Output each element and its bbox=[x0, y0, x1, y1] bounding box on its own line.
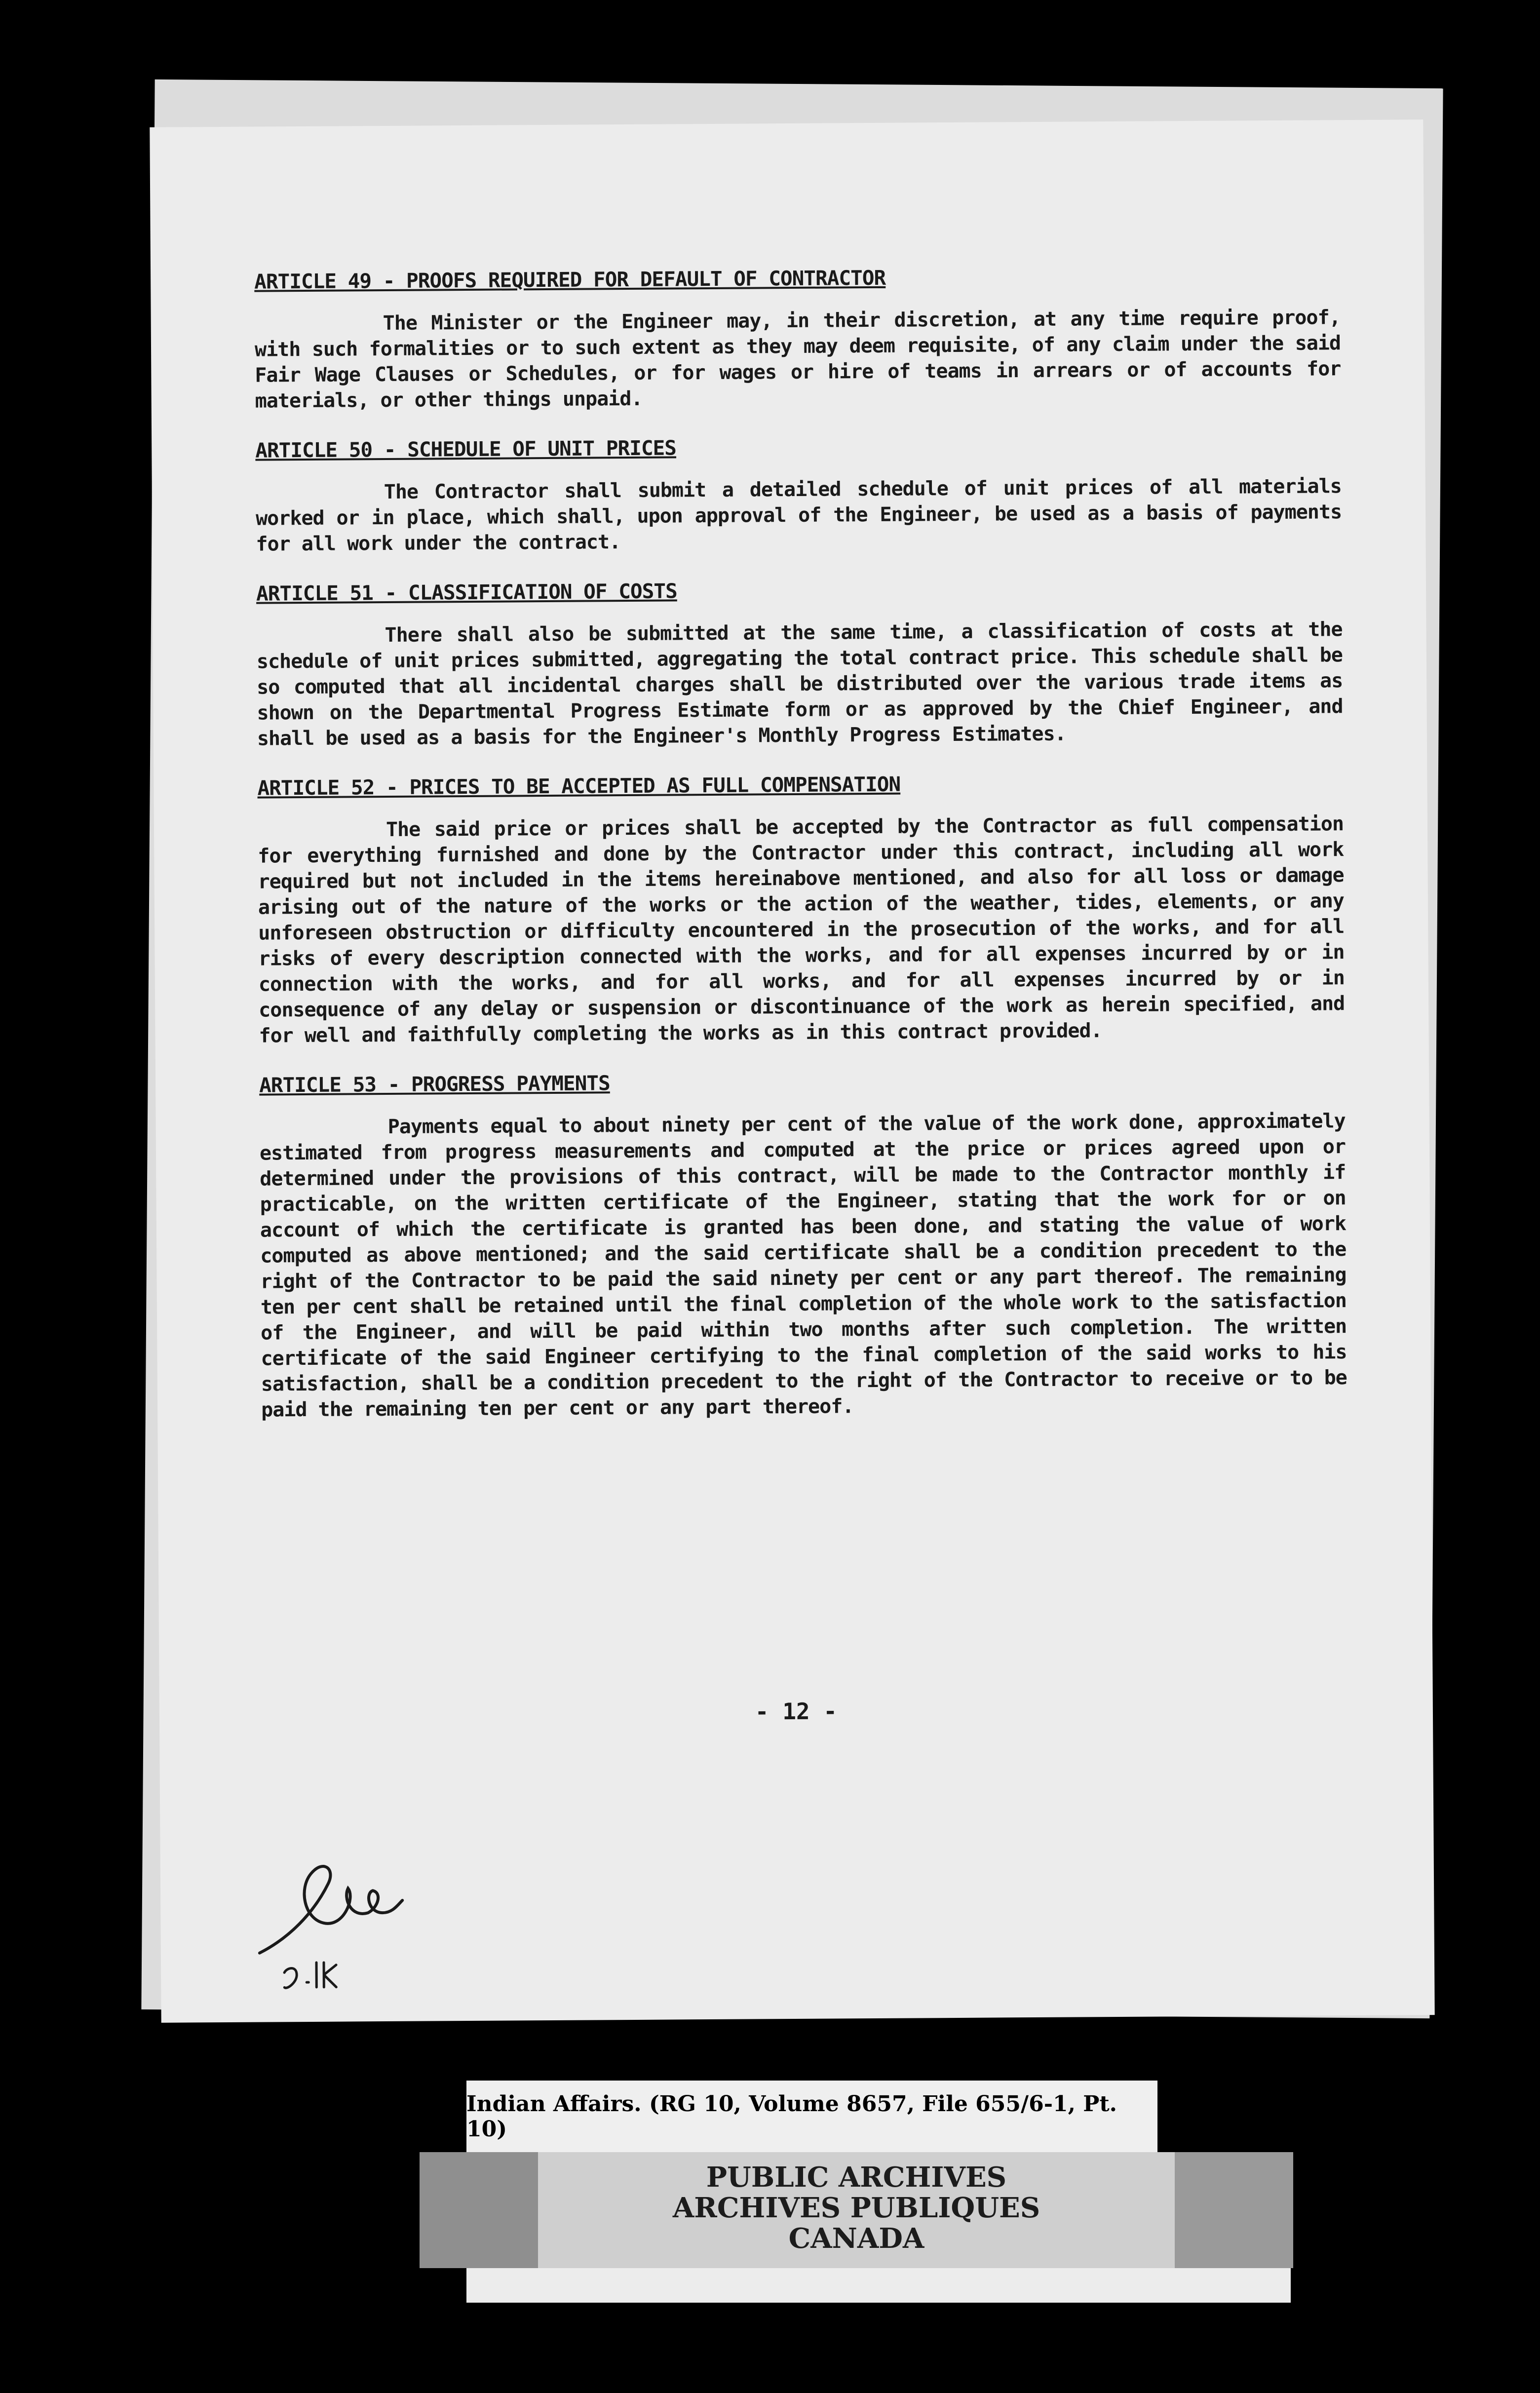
label-bottom-strip bbox=[466, 2268, 1291, 2303]
article-body: The Minister or the Engineer may, in their discretion, at any time require proof, with such formalities or to such extent as they may deem requisite, of any claim under the said Fair Wage Clauses or Schedules, or for wages or hire of teams in arrears or of accounts for materials, or other things unpaid. bbox=[254, 306, 1341, 413]
article-heading: ARTICLE 52 - PRICES TO BE ACCEPTED AS FULL COMPENSATION bbox=[257, 772, 901, 800]
handwritten-signature bbox=[249, 1838, 437, 1997]
article-body: Payments equal to about ninety per cent of the value of the work done, approximately estimated from progress measurements and computed at the price or prices agreed upon or determined under the provisions of this contract, will be made to the Contractor monthly if practicable, on the written certificate of the Engineer, stating that the work for or on account of which the certificate is granted has been done, and stating the value of work computed as above mentioned; and the said certificate shall be a condition precedent to the right of the Contractor to be paid the said ninety per cent or any part thereof. The remaining ten per cent shall be retained until the final completion of the whole work to the satisfaction of the Engineer, and will be paid within two months after such completion. The written certificate of the said Engineer certifying to the final completion of the said works to his satisfaction, shall be a condition precedent to the right of the Contractor to receive or to be paid the remaining ten per cent or any part thereof. bbox=[259, 1110, 1347, 1422]
article-52 bbox=[257, 770, 1345, 1048]
article-body: The Contractor shall submit a detailed schedule of unit prices of all materials worked or in place, which shall, upon approval of the Engineer, be used as a basis of payments for all work under the contract. bbox=[256, 475, 1342, 556]
article-49 bbox=[254, 263, 1341, 414]
stamp-line-2: ARCHIVES PUBLIQUES bbox=[672, 2192, 1040, 2224]
article-53 bbox=[259, 1067, 1347, 1423]
page-number: - 12 - bbox=[755, 1698, 838, 1725]
archive-reference-label: Indian Affairs. (RG 10, Volume 8657, File 655/6-1, Pt. 10) bbox=[466, 2081, 1157, 2152]
archives-stamp bbox=[420, 2152, 1293, 2268]
article-heading: ARTICLE 51 - CLASSIFICATION OF COSTS bbox=[256, 579, 677, 606]
article-heading: ARTICLE 50 - SCHEDULE OF UNIT PRICES bbox=[255, 436, 677, 463]
article-body: The said price or prices shall be accepted by the Contractor as full compensation for everything furnished and done by the Contractor under this contract, including all work required but not included in the items hereinabove mentioned, and also for all loss or damage arising out of the nature of the works or the action of the weather, tides, elements, or any unforeseen obstruction or difficulty encountered in the prosecution of the works, and for all risks of every description connected with the works, and for all expenses incurred by or in connection with the works, and for all works, and for all expenses incurred by or in consequence of any delay or suspension or discontinuance of the work as herein specified, and for well and faithfully completing the works as in this contract provided. bbox=[258, 812, 1345, 1047]
stamp-line-3: CANADA bbox=[788, 2222, 924, 2255]
article-51 bbox=[256, 575, 1343, 751]
stamp-line-1: PUBLIC ARCHIVES bbox=[706, 2161, 1007, 2194]
stamp-text bbox=[420, 2162, 1293, 2254]
article-heading: ARTICLE 49 - PROOFS REQUIRED FOR DEFAULT OF CONTRACTOR bbox=[254, 266, 886, 294]
article-heading: ARTICLE 53 - PROGRESS PAYMENTS bbox=[259, 1071, 610, 1097]
article-50 bbox=[255, 432, 1342, 557]
article-body: There shall also be submitted at the same time, a classification of costs at the schedule of unit prices submitted, aggregating the total contract price. This schedule shall be so computed that all incidental charges shall be distributed over the various trade items as shown on the Departmental Progress Estimate form or as approved by the Chief Engineer, and shall be used as a basis for the Engineer's Monthly Progress Estimates. bbox=[256, 618, 1343, 750]
document-page bbox=[150, 119, 1434, 2023]
